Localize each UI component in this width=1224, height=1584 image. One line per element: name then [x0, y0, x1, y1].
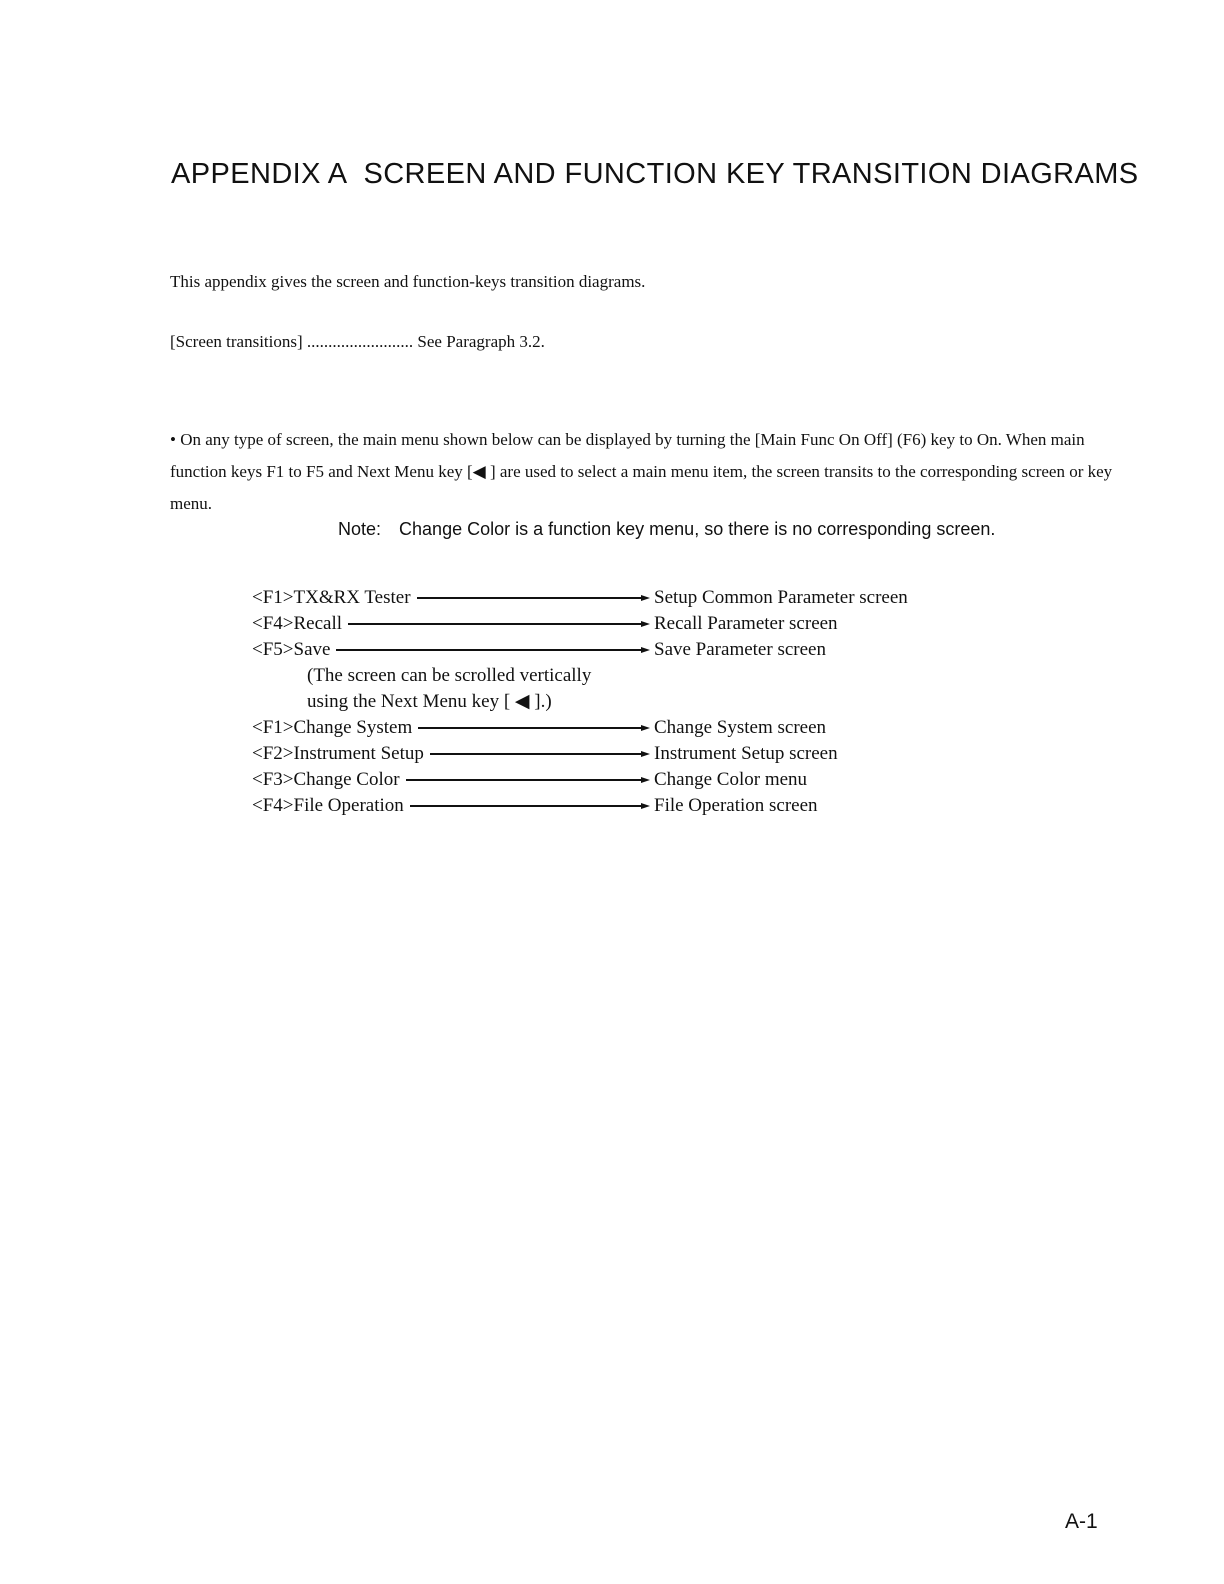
transition-row	[252, 611, 972, 637]
transition-row	[252, 793, 972, 819]
target-screen: Change Color menu	[654, 769, 808, 790]
scroll-note	[252, 663, 972, 715]
scroll-note-line: using the Next Menu key [ ◀ ].)	[307, 691, 552, 712]
page-heading	[171, 158, 1139, 191]
note-text: Change Color is a function key menu, so there is no corresponding screen.	[399, 519, 996, 539]
transition-row	[252, 715, 972, 741]
target-screen: Recall Parameter screen	[654, 613, 838, 634]
target-screen: Change System screen	[654, 717, 827, 738]
function-key-item: <F5>Save	[252, 639, 331, 660]
note-label: Note:	[338, 519, 382, 539]
transition-row	[252, 767, 972, 793]
main-menu-description: • On any type of screen, the main menu shown below can be displayed by turning the [Main Func On Off] (F6) key to On. When main function keys F1 to F5 and Next Menu key [◀ ] are used to select a main menu item, the screen transits to the corresponding screen or key menu.	[170, 430, 1113, 513]
function-key-item: <F3>Change Color	[252, 769, 400, 790]
transition-row	[252, 585, 972, 611]
function-key-item: <F2>Instrument Setup	[252, 743, 424, 764]
arrow-icon	[430, 751, 650, 757]
appendix-label: APPENDIX A	[171, 158, 348, 190]
arrow-icon	[417, 595, 650, 601]
arrow-icon	[418, 725, 650, 731]
target-screen: File Operation screen	[654, 795, 818, 816]
function-key-item: <F1>Change System	[252, 717, 413, 738]
arrow-icon	[348, 621, 650, 627]
target-screen: Setup Common Parameter screen	[654, 587, 908, 608]
transition-row	[252, 741, 972, 767]
function-key-item: <F4>Recall	[252, 613, 343, 634]
function-key-transition-map	[252, 585, 972, 819]
arrow-icon	[410, 803, 650, 809]
function-key-item: <F1>TX&RX Tester	[252, 587, 411, 608]
transition-row	[252, 637, 972, 663]
change-color-note	[338, 519, 995, 540]
scroll-note-line: (The screen can be scrolled vertically	[307, 665, 592, 686]
arrow-icon	[336, 647, 650, 653]
target-screen: Save Parameter screen	[654, 639, 826, 660]
function-key-item: <F4>File Operation	[252, 795, 404, 816]
intro-text: This appendix gives the screen and function-keys transition diagrams.	[170, 272, 646, 291]
arrow-icon	[406, 777, 650, 783]
screen-transitions-reference: [Screen transitions] ......................... See Paragraph 3.2.	[170, 332, 545, 351]
appendix-title: SCREEN AND FUNCTION KEY TRANSITION DIAGRAMS	[363, 158, 1139, 190]
page-number: A-1	[1065, 1510, 1098, 1533]
target-screen: Instrument Setup screen	[654, 743, 838, 764]
